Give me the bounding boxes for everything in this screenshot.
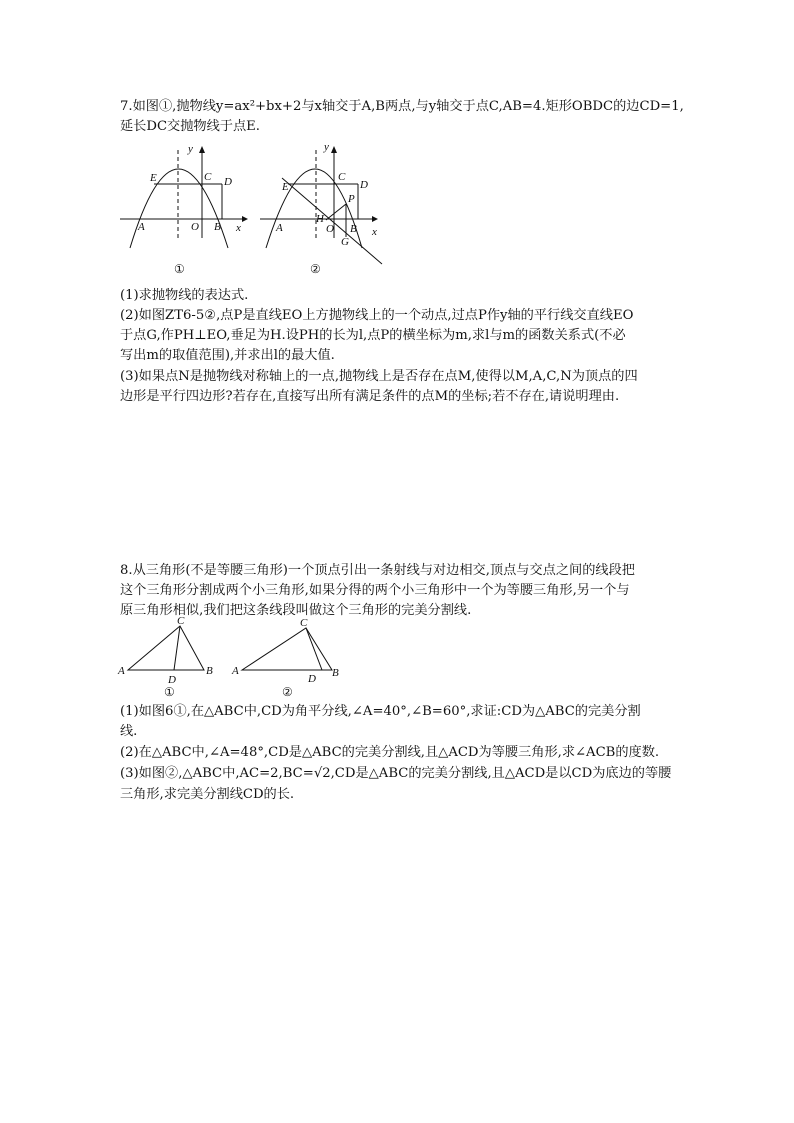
label-A: A [138,221,145,233]
problem7-q2-line1: (2)如图ZT6-5②,点P是直线EO上方抛物线上的一个动点,过点P作y轴的平行线交直线EO [120,308,634,323]
label-A: A [276,222,283,234]
problem7-q3-line2: 边形是平行四边形?若存在,直接写出所有满足条件的点M的坐标;若不存在,请说明理由. [120,389,620,404]
problem7-q1: (1)求抛物线的表达式. [120,288,249,303]
problem8-stem-line1: 8.从三角形(不是等腰三角形)一个顶点引出一条射线与对边相交,顶点与交点之间的线段把 [120,563,635,578]
y-axis-arrow [199,146,205,153]
label-O: O [191,221,199,233]
label-x: x [372,226,377,238]
label-C: C [338,171,346,183]
x-axis-arrow [372,216,378,222]
segment-CD [306,628,322,670]
label-B: B [206,665,213,677]
label-A: A [232,665,239,677]
problem7-q2-line3: 写出m的取值范围),并求出l的最大值. [120,348,335,363]
label-y: y [188,143,193,155]
problem7-stem-line2: 延长DC交抛物线于点E. [120,119,260,134]
label-D: D [360,179,368,191]
label-A: A [118,665,125,677]
problem7-figure-2 [258,142,388,277]
segment-CD [174,626,180,670]
label-C: C [177,615,185,627]
problem8-q2: (2)在△ABC中,∠A=48°,CD是△ABC的完美分割线,且△ACD为等腰三角形,求∠ACB的度数. [120,745,660,760]
label-D: D [308,673,316,685]
x-axis-arrow [242,216,248,222]
y-axis-arrow [331,146,337,153]
label-B: B [350,223,357,235]
triangle-ABC [128,626,204,670]
problem8-stem-line2: 这个三角形分割成两个小三角形,如果分得的两个小三角形中一个为等腰三角形,另一个与 [120,583,630,598]
label-E: E [282,181,289,193]
label-P: P [348,193,355,205]
label-D: D [224,176,232,188]
parabola [130,169,228,248]
label-y: y [324,141,329,153]
label-C: C [300,617,308,629]
problem8-q3-line1: (3)如图②,△ABC中,AC=2,BC=√2,CD是△ABC的完美分割线,且△ACD是以CD为底边的等腰 [120,766,672,781]
triangle-ABC [242,628,332,670]
problem7-q3-line1: (3)如果点N是抛物线对称轴上的一点,抛物线上是否存在点M,使得以M,A,C,N为顶点的四 [120,369,638,384]
problem8-q3-line2: 三角形,求完美分割线CD的长. [120,787,295,802]
problem8-stem-line3: 原三角形相似,我们把这条线段叫做这个三角形的完美分割线. [120,603,472,618]
label-O: O [326,223,334,235]
label-C: C [204,171,212,183]
label-B: B [332,667,339,679]
problem7-stem-line1: 7.如图①,抛物线y=ax²+bx+2与x轴交于A,B两点,与y轴交于点C,AB=4.矩形OBDC的边CD=1, [120,99,684,114]
segment-PH [326,204,346,220]
problem7-q2-line2: 于点G,作PH⊥EO,垂足为H.设PH的长为l,点P的横坐标为m,求l与m的函数关系式(不必 [120,328,626,343]
problem8-figure-2 [228,612,348,700]
label-D: D [168,674,176,686]
figure-caption: ① [164,685,175,699]
figure-caption: ① [174,262,185,276]
figure-caption: ② [282,685,293,699]
problem8-figure-1 [116,612,226,700]
label-B: B [214,221,221,233]
label-H: H [316,213,324,225]
figure-caption: ② [310,262,321,276]
label-G: G [341,236,349,248]
label-x: x [236,222,241,234]
problem7-figure-1 [118,142,248,277]
problem8-q1-line1: (1)如图6①,在△ABC中,CD为角平分线,∠A=40°,∠B=60°,求证:CD为△ABC的完美分割 [120,704,641,719]
problem8-q1-line2: 线. [120,724,138,739]
label-E: E [150,172,157,184]
